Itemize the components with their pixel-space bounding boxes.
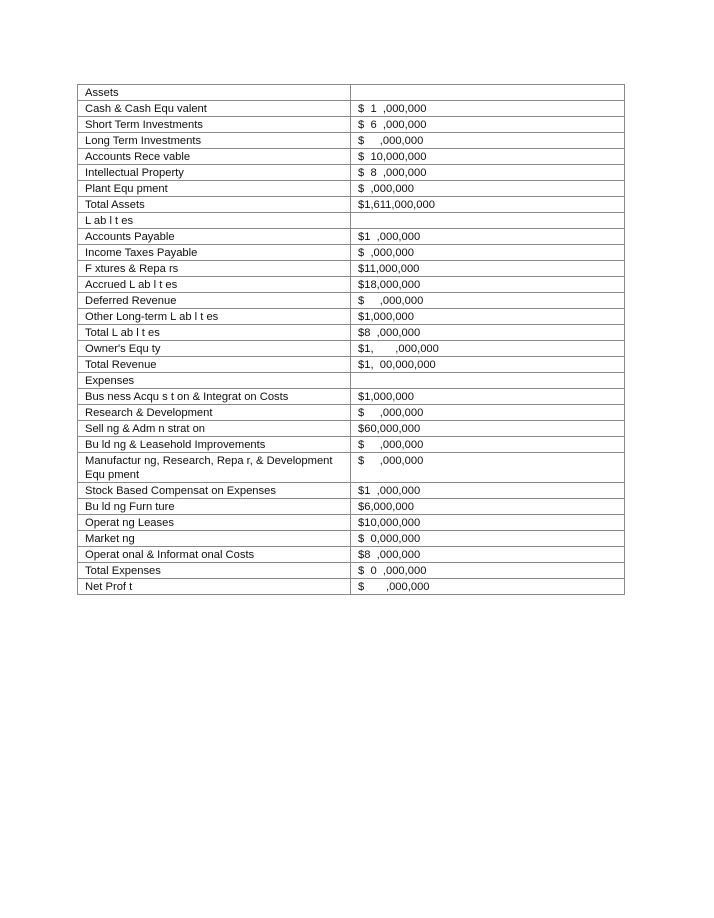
table-row	[78, 453, 625, 483]
table-row	[78, 341, 625, 357]
row-label: Cash & Cash Equ valent	[78, 101, 351, 117]
row-label: Bus ness Acqu s t on & Integrat on Costs	[78, 389, 351, 405]
row-value: $60,000,000	[351, 421, 625, 437]
row-value: $10,000,000	[351, 515, 625, 531]
row-label: Manufactur ng, Research, Repa r, & Development Equ pment	[78, 453, 351, 483]
table-row	[78, 293, 625, 309]
table-row	[78, 515, 625, 531]
row-value: $ ,000,000	[351, 405, 625, 421]
row-value: $18,000,000	[351, 277, 625, 293]
table-row	[78, 229, 625, 245]
financial-table	[77, 84, 625, 595]
row-label: Research & Development	[78, 405, 351, 421]
row-label: Intellectual Property	[78, 165, 351, 181]
row-value: $ ,000,000	[351, 437, 625, 453]
row-label: F xtures & Repa rs	[78, 261, 351, 277]
table-row	[78, 547, 625, 563]
table-row	[78, 197, 625, 213]
row-value: $8 ,000,000	[351, 547, 625, 563]
row-label: Income Taxes Payable	[78, 245, 351, 261]
row-label: Stock Based Compensat on Expenses	[78, 483, 351, 499]
row-value: $ 1 ,000,000	[351, 101, 625, 117]
table-row	[78, 325, 625, 341]
row-label: Bu ld ng Furn ture	[78, 499, 351, 515]
row-label: Operat onal & Informat onal Costs	[78, 547, 351, 563]
row-value: $ ,000,000	[351, 133, 625, 149]
row-label: Other Long-term L ab l t es	[78, 309, 351, 325]
financial-table-body	[78, 85, 625, 595]
table-row	[78, 389, 625, 405]
row-value: $ 8 ,000,000	[351, 165, 625, 181]
row-label: Total L ab l t es	[78, 325, 351, 341]
row-label: Total Revenue	[78, 357, 351, 373]
row-label: Market ng	[78, 531, 351, 547]
row-label: Accounts Payable	[78, 229, 351, 245]
row-value: $8 ,000,000	[351, 325, 625, 341]
row-value: $1,000,000	[351, 389, 625, 405]
row-label: Plant Equ pment	[78, 181, 351, 197]
table-row	[78, 563, 625, 579]
row-value: $ ,000,000	[351, 181, 625, 197]
row-value: $ ,000,000	[351, 579, 625, 595]
table-row	[78, 437, 625, 453]
row-label: Owner's Equ ty	[78, 341, 351, 357]
table-row	[78, 149, 625, 165]
row-label: Bu ld ng & Leasehold Improvements	[78, 437, 351, 453]
row-value: $6,000,000	[351, 499, 625, 515]
table-row	[78, 405, 625, 421]
table-row	[78, 499, 625, 515]
row-value: $ ,000,000	[351, 293, 625, 309]
table-row	[78, 579, 625, 595]
table-row	[78, 245, 625, 261]
row-label: Operat ng Leases	[78, 515, 351, 531]
row-value: $ ,000,000	[351, 453, 625, 483]
table-row	[78, 421, 625, 437]
table-row	[78, 277, 625, 293]
row-value: $ ,000,000	[351, 245, 625, 261]
row-label: Accounts Rece vable	[78, 149, 351, 165]
row-value	[351, 373, 625, 389]
financial-statement	[77, 84, 624, 595]
row-value: $ 10,000,000	[351, 149, 625, 165]
row-label: Net Prof t	[78, 579, 351, 595]
section-header-row	[78, 373, 625, 389]
row-label: Assets	[78, 85, 351, 101]
row-value	[351, 213, 625, 229]
row-value: $1,611,000,000	[351, 197, 625, 213]
row-label: Expenses	[78, 373, 351, 389]
row-value: $1,000,000	[351, 309, 625, 325]
row-value	[351, 85, 625, 101]
row-label: L ab l t es	[78, 213, 351, 229]
table-row	[78, 261, 625, 277]
row-label: Accrued L ab l t es	[78, 277, 351, 293]
row-label: Deferred Revenue	[78, 293, 351, 309]
section-header-row	[78, 85, 625, 101]
row-value: $ 6 ,000,000	[351, 117, 625, 133]
row-value: $1 ,000,000	[351, 229, 625, 245]
row-label: Long Term Investments	[78, 133, 351, 149]
row-value: $ 0 ,000,000	[351, 563, 625, 579]
table-row	[78, 181, 625, 197]
section-header-row	[78, 213, 625, 229]
table-row	[78, 357, 625, 373]
table-row	[78, 101, 625, 117]
row-label: Sell ng & Adm n strat on	[78, 421, 351, 437]
table-row	[78, 133, 625, 149]
row-value: $1, ,000,000	[351, 341, 625, 357]
row-label: Short Term Investments	[78, 117, 351, 133]
table-row	[78, 531, 625, 547]
table-row	[78, 309, 625, 325]
table-row	[78, 117, 625, 133]
row-value: $ 0,000,000	[351, 531, 625, 547]
row-value: $1 ,000,000	[351, 483, 625, 499]
table-row	[78, 165, 625, 181]
row-label: Total Expenses	[78, 563, 351, 579]
row-label: Total Assets	[78, 197, 351, 213]
table-row	[78, 483, 625, 499]
row-value: $1, 00,000,000	[351, 357, 625, 373]
row-value: $11,000,000	[351, 261, 625, 277]
